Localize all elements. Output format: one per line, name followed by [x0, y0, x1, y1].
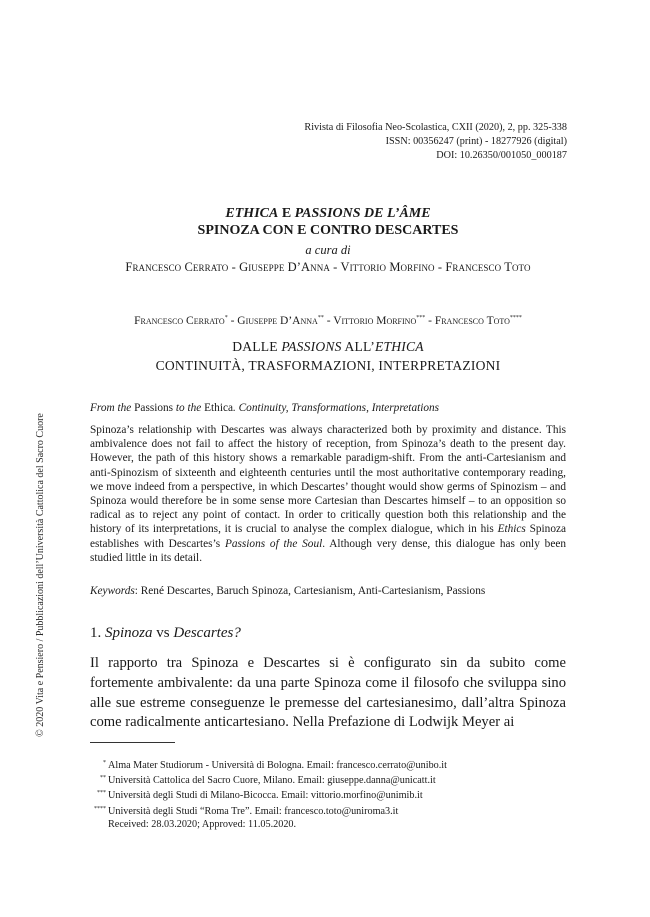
section-heading: 1. Spinoza vs Descartes?: [90, 625, 241, 641]
copyright-sidebar: © 2020 Vita e Pensiero / Pubblicazioni dell’Università Cattolica del Sacro Cuore: [35, 413, 46, 737]
issue-subtitle: SPINOZA CON E CONTRO DESCARTES: [197, 223, 459, 238]
keywords-text: : René Descartes, Baruch Spinoza, Cartesianism, Anti-Cartesianism, Passions: [134, 585, 486, 597]
author-name: Francesco Toto: [434, 315, 510, 327]
issue-editors: Francesco Cerrato - Giuseppe D’Anna - Vittorio Morfino - Francesco Toto: [125, 260, 531, 274]
author-name: Francesco Cerrato: [134, 315, 225, 327]
keywords-label: Keywords: [90, 585, 135, 597]
author-mark: *: [224, 315, 228, 321]
article-authors: Francesco Cerrato* - Giuseppe D’Anna** - Vittorio Morfino*** - Francesco Toto****: [134, 315, 522, 327]
author-mark: ****: [509, 315, 522, 321]
article-subtitle: CONTINUITÀ, TRASFORMAZIONI, INTERPRETAZIONI: [155, 358, 501, 373]
body-paragraph: Il rapporto tra Spinoza e Descartes si è configurato sin da subito come fortemente ambivalente: da una parte Spinoza come il filosofo che sviluppa sino alle sue estreme conseguenze le premesse del cartesianesimo, dall’altra Spinoza come radicalmente anticartesiano. Nella Prefazione di Lodwijk Meyer ai: [90, 655, 566, 731]
article-title: DALLE PASSIONS ALL’ETHICA: [232, 339, 424, 354]
footnote: **** Università degli Studi “Roma Tre”. Email: francesco.toto@uniroma3.it: [94, 805, 399, 817]
keywords: [90, 585, 566, 597]
footnote: *** Università degli Studi di Milano-Bicocca. Email: vittorio.morfino@unimib.it: [97, 790, 423, 802]
journal-doi: DOI: 10.26350/001050_000187: [436, 150, 567, 161]
footnote: ** Università Cattolica del Sacro Cuore, Milano. Email: giuseppe.danna@unicatt.it: [100, 775, 436, 787]
abstract: Spinoza’s relationship with Descartes was always characterized both by proximity and distance. This ambivalence does not fail to affect the history of reception, from Spinoza’s death to the present day. However, the path of this history shows a remarkable paradigm-shift. From the anti-Cartesianism and anti-Spinozism of sixteenth and eighteenth centuries until the most authoritative contemporary reading, we move indeed from a perspective, in which Descartes’ thought would show germs of Spinozism – and Spinoza would therefore be in some sense more Cartesian than Descartes himself – to an opposition so radical as to reject any point of contact. In order to critically question both this relationship and the history of its interpretations, it is crucial to analyse the complex dialogue, which in his Ethics Spinoza establishes with Descartes’s Passions of the Soul. Although very dense, this dialogue has only been studied little in its detail.: [90, 424, 566, 564]
footnote: * Alma Mater Studiorum - Università di Bologna. Email: francesco.cerrato@unibo.it: [103, 760, 447, 771]
journal-info: [304, 121, 567, 163]
journal-citation: Rivista di Filosofia Neo-Scolastica, CXII (2020), 2, pp. 325-338: [304, 122, 567, 133]
author-mark: **: [317, 315, 324, 321]
author-mark: ***: [416, 315, 426, 321]
footnote-rule: [90, 742, 175, 743]
received-dates: Received: 28.03.2020; Approved: 11.05.2020.: [108, 818, 297, 830]
english-title: From the Passions to the Ethica. Continuity, Transformations, Interpretations: [90, 402, 440, 414]
issue-title: ETHICA E PASSIONS DE L’ÂME: [225, 206, 431, 221]
author-name: Giuseppe D’Anna: [237, 315, 318, 327]
author-name: Vittorio Morfino: [333, 315, 417, 327]
issue-a-cura: a cura di: [305, 243, 351, 257]
journal-issn: ISSN: 00356247 (print) - 18277926 (digital): [385, 136, 567, 147]
footnotes: [90, 757, 566, 831]
